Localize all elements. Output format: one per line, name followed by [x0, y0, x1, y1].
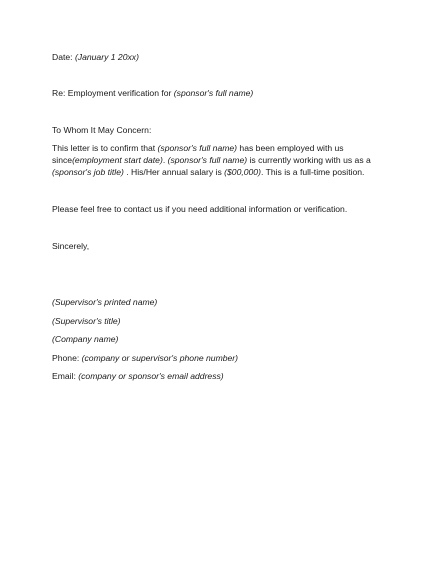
supervisor-title: (Supervisor's title)	[52, 316, 121, 326]
body-text: since	[52, 155, 73, 165]
subject-line	[52, 87, 253, 100]
phone-label: Phone:	[52, 353, 82, 363]
subject-label: Re: Employment verification for	[52, 88, 174, 98]
date-value: (January 1 20xx)	[74, 52, 139, 62]
body-text: This letter is to confirm that	[52, 143, 158, 153]
sponsor-name-placeholder: (sponsor's full name)	[157, 143, 238, 153]
body-text: has been employed with us	[237, 143, 344, 153]
body-text: . His/Her annual salary is	[123, 167, 225, 177]
body-text: . This is a full-time position.	[260, 167, 365, 177]
salary-placeholder: ($00,000)	[224, 167, 261, 177]
date-label: Date:	[52, 52, 75, 62]
job-title-placeholder: (sponsor's job title)	[52, 167, 124, 177]
date-line	[52, 51, 139, 64]
email-line	[52, 370, 224, 383]
subject-value: (sponsor's full name)	[173, 88, 254, 98]
body-text: .	[162, 155, 168, 165]
body-paragraph-2: Please feel free to contact us if you need additional information or verification.	[52, 204, 348, 214]
body-text: is currently working with us as a	[247, 155, 371, 165]
start-date-placeholder: (employment start date)	[72, 155, 163, 165]
salutation: To Whom It May Concern:	[52, 125, 152, 135]
sponsor-name-placeholder: (sponsor's full name)	[167, 155, 248, 165]
email-value: (company or sponsor's email address)	[78, 371, 224, 381]
phone-value: (company or supervisor's phone number)	[81, 353, 239, 363]
supervisor-printed-name: (Supervisor's printed name)	[52, 297, 158, 307]
closing: Sincerely,	[52, 241, 90, 251]
phone-line	[52, 352, 238, 365]
body-paragraph-1-line-3	[52, 166, 364, 179]
company-name: (Company name)	[52, 334, 119, 344]
email-label: Email:	[52, 371, 79, 381]
